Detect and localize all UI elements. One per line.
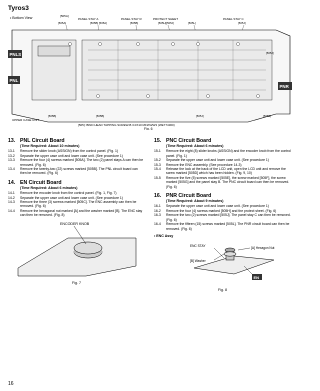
callout-top-3: PANEL STAY R xyxy=(121,17,142,21)
enc-stay-label: ENC STAY xyxy=(190,244,206,249)
fig6-caption: Fig. 6 xyxy=(144,127,153,130)
callout-bottom-5: [505J] xyxy=(266,51,274,55)
fig8-enc-assy-diagram xyxy=(154,238,291,286)
section-15 xyxy=(154,138,291,189)
section-number: 13. xyxy=(8,138,16,144)
callout-bottom-4: [505E] xyxy=(263,114,272,118)
step: 15-5 Remove the five (5) screws marked [505E], the screw marked [505F], the screw marked [505G] and the panel stay B. The PNC circuit board can then be removed. (Fig. 6) xyxy=(154,175,290,189)
label-pnr: PNR xyxy=(279,84,289,89)
enc-assy-title: • ENC Assy xyxy=(154,233,174,238)
callout-top-sub-4: [505H][505J] xyxy=(158,21,174,25)
callout-top-sub-2: [505B] [505A] xyxy=(90,21,107,25)
callout-top-sub-6: [505J] xyxy=(238,21,246,25)
fig8 xyxy=(154,238,291,292)
fig7-caption: Fig. 7 xyxy=(72,281,81,286)
section-number: 16. xyxy=(154,193,162,200)
section-title: EN Circuit Board xyxy=(20,179,62,186)
step: 14-1 Remove the encoder knob from the control panel. (Fig. 1, Fig. 7) xyxy=(8,191,117,196)
step: 13-1 Remove the slider knob (ASSIGN) from the control panel. (Fig. 1) xyxy=(8,149,118,154)
step: 13-4 Remove the twenty-two (22) screws marked [505B]. The PNL circuit board can then be removed. (Fig. 6) xyxy=(8,167,138,176)
callout-top-sub-3: [505B] xyxy=(130,21,139,25)
section-14 xyxy=(8,180,145,218)
label-pnl: PNL xyxy=(9,78,19,83)
step: 16-1 Separate the upper case unit and lower case unit. (See procedure 1) xyxy=(154,204,269,209)
encoder-knob-label: ENCODER KNOB xyxy=(60,221,90,226)
callout-top-5: PANEL STAY C xyxy=(223,17,244,21)
callout-top-4: PROTECT SHEET xyxy=(153,17,179,21)
callout-bottom-2: [505B] xyxy=(96,114,105,118)
label-en: EN xyxy=(253,275,260,281)
callout-top-2: PANEL STAY A xyxy=(78,17,99,21)
callout-top-1: [505A] xyxy=(60,14,69,18)
step: 13-2 Separate the upper case unit and lower case unit. (See procedure 1) xyxy=(8,153,123,158)
section-time: (Time Required: About 10 minutes) xyxy=(20,144,80,148)
step: 15-1 Remove the eight (8) slider knobs (ASSIGN) and the encoder knob from the control panel. (Fig. 1) xyxy=(154,149,291,158)
document-header: Tyros3 xyxy=(8,5,29,12)
washer-label: [B] Washer xyxy=(190,259,206,264)
step: 14-3 Remove the three (3) screws marked [505C]. The ENC assembly can then be removed. (Fig. 6) xyxy=(8,200,137,209)
callout-top-sub-1: [505A] xyxy=(58,21,67,25)
fig7-encoder-knob-diagram xyxy=(8,218,145,280)
section-16 xyxy=(154,193,291,231)
callout-bottom-3: [505J] xyxy=(196,114,204,118)
page-number: 16 xyxy=(8,381,14,387)
step: 16-2 Remove the four (4) screws marked [505H] and the protect sheet. (Fig. 6) xyxy=(154,208,277,213)
section-title: PNL Circuit Board xyxy=(20,138,65,144)
fig7 xyxy=(8,218,145,286)
screw-note: [505]: BIND HEAD TAPPING SCREW-B 3.0X10 MFZN2W3 (WE774300) xyxy=(78,123,175,127)
step: 16-4 Remove the fifteen (15) screws marked [505L]. The PNR circuit board can then be removed. (Fig. 6) xyxy=(154,222,290,231)
bottom-view-label: • Bottom View xyxy=(10,16,33,20)
fig6-bottom-view-diagram xyxy=(8,14,292,130)
step: 16-3 Remove the two (2) screws marked [505J]. The panel stay C can then be removed. (Fig. 6) xyxy=(154,213,291,222)
section-13 xyxy=(8,138,145,176)
label-pnls: PNLS xyxy=(9,52,22,57)
step: 14-4 Remove the hexagonal nut marked [A] and the washer marked [B]. The ENC stay can then be removed. (Fig. 8) xyxy=(8,208,143,218)
section-number: 14. xyxy=(8,179,16,186)
step: 15-4 Release the lock at the back of the LCD unit, open the LCD unit and remove the screw marked [505D] which has been hidden. (Fig. 9, 10) xyxy=(154,167,286,176)
step: 13-3 Remove the four (4) screws marked [505A]. The two (2) panel stays A can then be removed. (Fig. 6) xyxy=(8,158,144,167)
step: 14-2 Separate the upper case unit and lower case unit. (See procedure 1) xyxy=(8,195,123,200)
section-title: PNC Circuit Board xyxy=(166,138,212,144)
fig8-caption: Fig. 8 xyxy=(218,287,227,292)
label-upper-case-unit: UPPER CASE UNIT xyxy=(12,118,40,122)
left-column xyxy=(8,134,145,286)
section-time: (Time Required: About 6 minutes) xyxy=(20,185,78,190)
section-time: (Time Required: About 9 minutes) xyxy=(166,199,224,204)
right-column xyxy=(154,134,291,292)
callout-bottom-1: [505B] xyxy=(48,114,57,118)
hexagon-nut-label: [A] Hexagon Nut xyxy=(251,246,275,251)
step: 15-2 Separate the upper case unit and lower case unit. (See procedure 1) xyxy=(154,158,269,163)
step: 15-3 Remove the ENC assembly. (See procedure 14-3) xyxy=(154,162,242,167)
section-number: 15. xyxy=(154,138,162,144)
section-time: (Time Required: About 6 minutes) xyxy=(166,144,224,148)
section-title: PNR Circuit Board xyxy=(166,193,212,200)
callout-top-sub-5: [505L] xyxy=(188,21,196,25)
